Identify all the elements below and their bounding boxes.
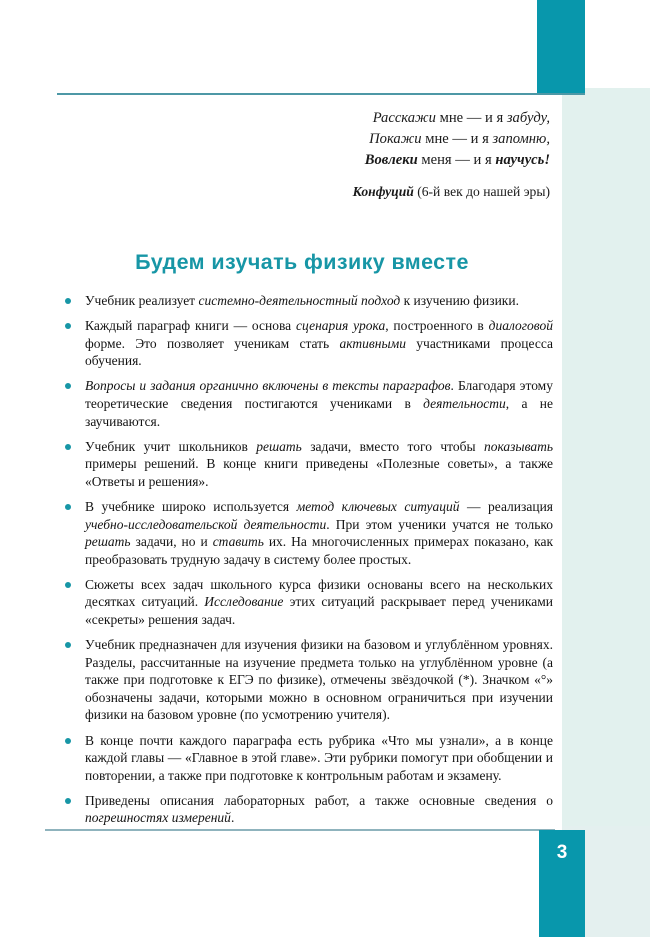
body-text: Приведены описания лабораторных работ, а также основные сведения о bbox=[85, 792, 553, 808]
page-number-block bbox=[539, 830, 585, 937]
list-item bbox=[57, 292, 553, 310]
body-text: — реализация bbox=[459, 498, 553, 514]
body-text: форме. Это позволяет ученикам стать bbox=[85, 335, 340, 351]
emphasis-text: метод ключевых ситуаций bbox=[296, 498, 460, 514]
epigraph-line-3-emph-a: Вовлеки bbox=[364, 152, 418, 168]
epigraph-author-name: Конфуций bbox=[352, 184, 414, 199]
right-mint-panel bbox=[562, 88, 650, 937]
emphasis-text: активными bbox=[339, 335, 406, 351]
list-item bbox=[57, 732, 553, 785]
epigraph-line-1-emph-a: Расскажи bbox=[372, 110, 436, 126]
body-text: В конце почти каждого параграфа есть рубрика «Что мы узнали», а в конце каждой главы — «Главное в этой главе». Эти рубрики помогут при обобщении и повторении, а также при подготовке к контрольным работам и экзамену. bbox=[85, 732, 553, 783]
list-item bbox=[57, 317, 553, 370]
epigraph-line-3-mid: меня — и я bbox=[417, 152, 496, 168]
list-item bbox=[57, 636, 553, 724]
emphasis-text: деятельности bbox=[423, 395, 506, 411]
epigraph-line-3 bbox=[150, 150, 550, 171]
epigraph-line-1-emph-b: забуду, bbox=[506, 110, 550, 126]
body-text: Учебник предназначен для изучения физики на базовом и углублённом уровнях. Разделы, рассчитанные на изучение предмета только на углублённом уровне (а также при подготовке к ЕГЭ по физике), отмечены звёздочкой (*). Значком «°» обозначены задачи, которыми можно в основном ограничиться при изучении физики на базовом уровне (по усмотрению учителя). bbox=[85, 637, 553, 723]
epigraph-author-dates: (6-й век до нашей эры) bbox=[413, 184, 550, 199]
body-text: Учебник учит школьников bbox=[85, 438, 257, 454]
page-number: 3 bbox=[556, 842, 568, 863]
emphasis-text: сценария урока bbox=[296, 318, 386, 334]
body-text: В учебнике широко используется bbox=[85, 498, 297, 514]
body-text: Учебник реализует bbox=[85, 293, 199, 308]
body-text: , построенного в bbox=[385, 318, 489, 334]
emphasis-text: учебно-исследовательской деятельности bbox=[85, 516, 327, 532]
emphasis-text: решать bbox=[85, 534, 131, 550]
body-text: задачи, но и bbox=[130, 534, 213, 550]
epigraph-attribution bbox=[150, 181, 550, 202]
body-text: этих ситуаций раскрывает перед учениками «секреты» решения задач. bbox=[85, 594, 553, 627]
body-text: Сюжеты всех задач школьного курса физики основаны всего на нескольких десятках ситуаций. bbox=[85, 576, 553, 610]
epigraph bbox=[150, 108, 550, 202]
page-title: Будем изучать физику вместе bbox=[135, 250, 469, 274]
top-teal-accent-bar bbox=[537, 0, 585, 95]
body-text: примеры решений. В конце книги приведены «Полезные советы», а также «Ответы и решения». bbox=[85, 456, 553, 489]
epigraph-line-2 bbox=[150, 129, 550, 150]
body-text: их. На многочисленных примерах показано, как преобразовать трудную задачу в систему более простых. bbox=[85, 534, 554, 567]
emphasis-text: решать bbox=[256, 438, 302, 454]
epigraph-line-3-emph-b: научусь! bbox=[495, 152, 550, 168]
epigraph-line-1 bbox=[150, 108, 550, 129]
body-text: участниками процесса обучения. bbox=[85, 335, 553, 369]
body-text: . При этом ученики учатся не только bbox=[326, 516, 553, 532]
body-text: , а не заучиваются. bbox=[85, 395, 553, 429]
feature-bullet-list bbox=[57, 292, 553, 835]
emphasis-text: системно-деятельностный подход bbox=[198, 293, 401, 308]
list-item bbox=[57, 792, 553, 827]
body-text: . Благодаря этому теоретические сведения постигаются учениками в bbox=[85, 378, 553, 411]
list-item bbox=[57, 576, 553, 629]
list-item bbox=[57, 498, 553, 568]
list-item bbox=[57, 377, 553, 430]
body-text: Каждый параграф книги — основа bbox=[85, 318, 297, 334]
emphasis-text: ставить bbox=[212, 534, 264, 550]
emphasis-text: показывать bbox=[483, 438, 553, 454]
header-divider-rule bbox=[57, 93, 585, 95]
body-text: . bbox=[230, 810, 235, 826]
list-item bbox=[57, 438, 553, 491]
body-text: задачи, вместо того чтобы bbox=[301, 438, 484, 454]
epigraph-line-2-emph-b: запомню, bbox=[492, 131, 550, 147]
emphasis-text: погрешностях измерений bbox=[85, 810, 231, 826]
emphasis-text: Вопросы и задания органично включены в тексты параграфов bbox=[85, 378, 451, 394]
epigraph-line-1-mid: мне — и я bbox=[435, 110, 507, 126]
epigraph-line-2-emph-a: Покажи bbox=[369, 131, 422, 147]
emphasis-text: диалоговой bbox=[488, 318, 553, 334]
epigraph-line-2-mid: мне — и я bbox=[421, 131, 493, 147]
emphasis-text: Исследование bbox=[204, 594, 284, 610]
body-text: к изучению физики. bbox=[400, 293, 519, 308]
